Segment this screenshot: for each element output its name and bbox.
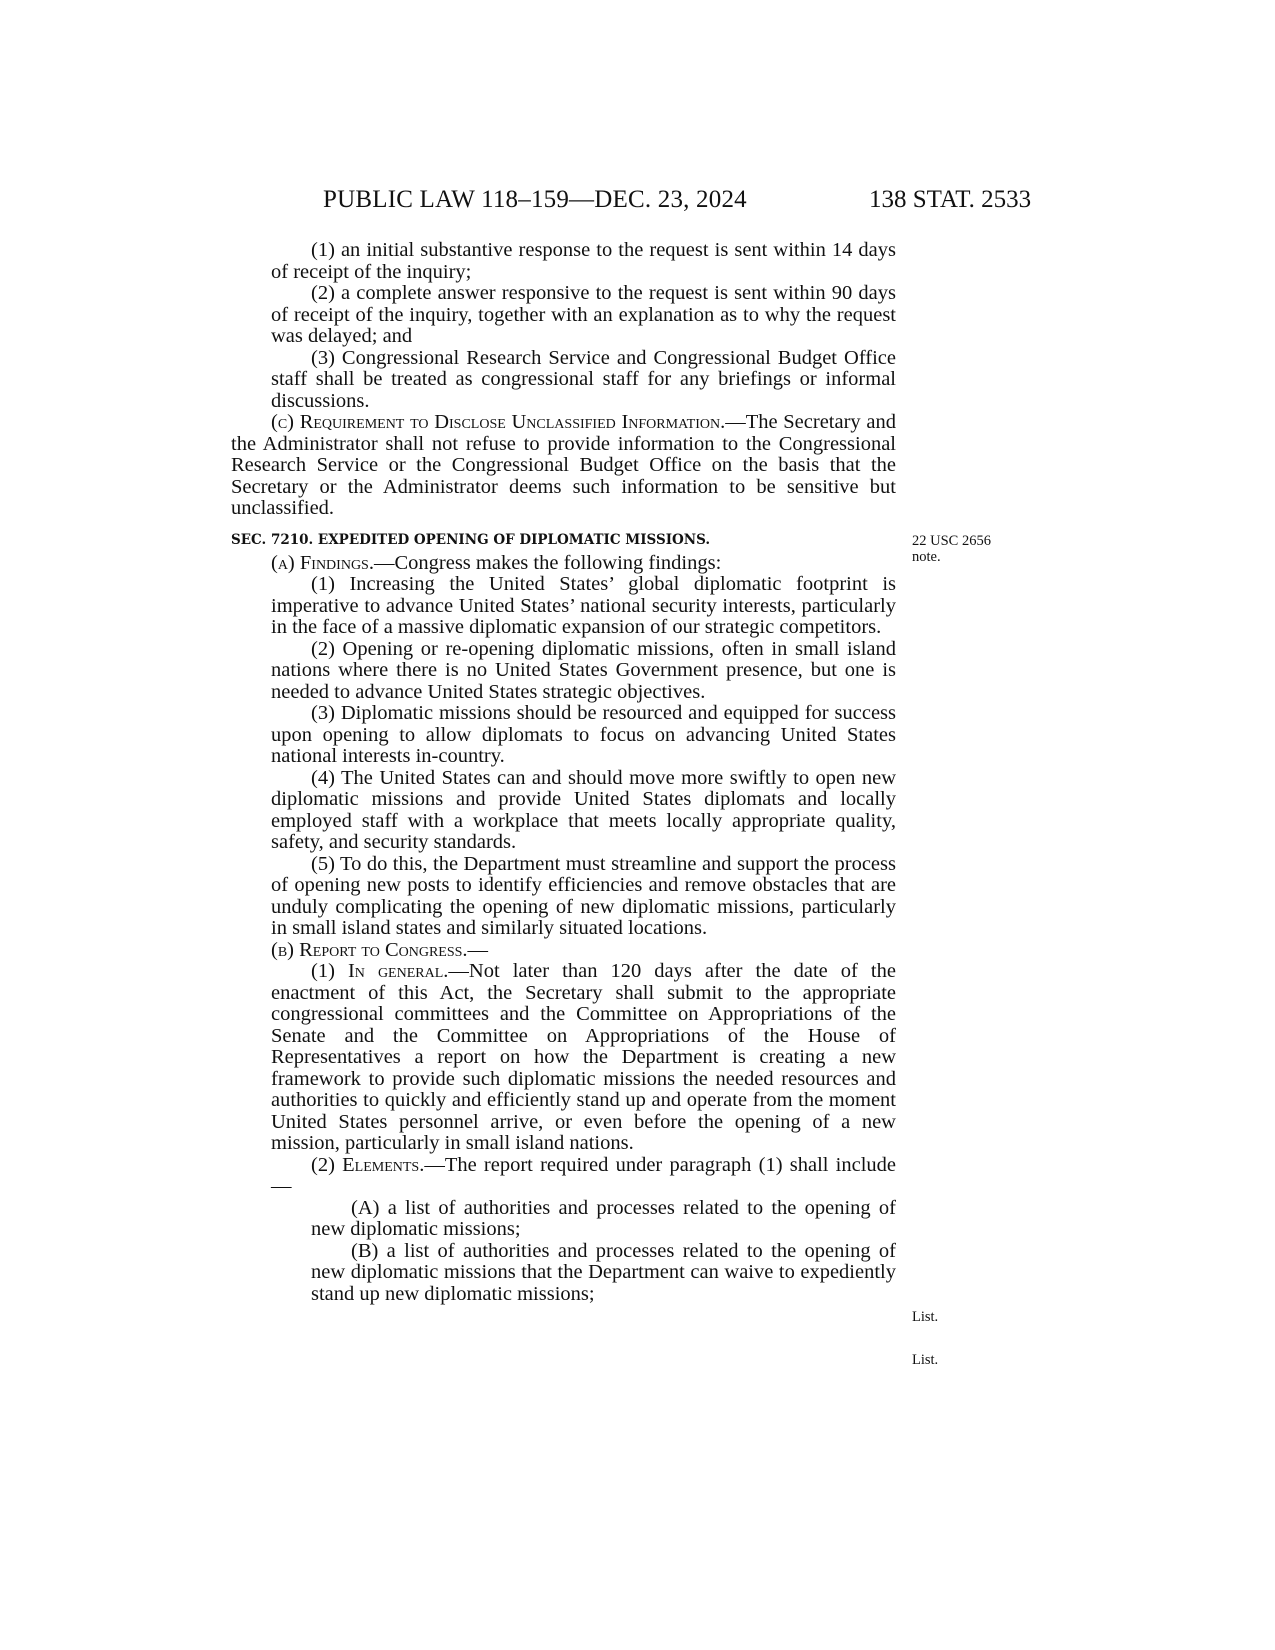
usc-note-line1: 22 USC 2656 xyxy=(912,533,991,549)
section-heading: SEC. 7210. EXPEDITED OPENING OF DIPLOMATIC MISSIONS. xyxy=(231,531,711,548)
subsection-a-heading: (a) Findings.— xyxy=(271,551,395,574)
paragraph-b3: (3) Congressional Research Service and Congressional Budget Office staff shall be treated as congressional staff for any briefings or informal discussions. xyxy=(271,346,896,412)
paragraph-b2: (2) a complete answer responsive to the request is sent within 90 days of receipt of the inquiry, together with an explanation as to why the request was delayed; and xyxy=(271,282,896,347)
running-header-title: PUBLIC LAW 118–159—DEC. 23, 2024 xyxy=(323,186,747,213)
paragraph-b1: (1) an initial substantive response to the request is sent within 14 days of receipt of the inquiry; xyxy=(271,239,896,283)
report-paragraph-1-text: Not later than 120 days after the date of the enactment of this Act, the Secretary shall submit to the appropriate congressional committees and the Committee on Appropriations of the Senate and the Committee on Appropriations of the House of Representatives a report on how the Department is creating a new framework to provide such diplomatic missions the needed resources and authorities to quickly and efficiently stand up and operate from the moment United States personnel arrive, or even before the opening of a new mission, particularly in small island nations. xyxy=(271,960,896,1154)
subsection-b-heading xyxy=(231,940,896,962)
report-paragraph-1 xyxy=(231,961,896,1155)
finding-2: (2) Opening or re-opening diplomatic missions, often in small island nations where there is no United States Government presence, but one is needed to advance United States strategic objectives. xyxy=(271,637,896,703)
page-number: 138 STAT. 2533 xyxy=(869,186,1032,213)
report-paragraph-1-heading: (1) In general.— xyxy=(311,960,469,982)
report-paragraph-2-text: The report required under paragraph (1) shall include— xyxy=(271,1153,897,1197)
usc-note-line2: note. xyxy=(912,549,941,565)
subsection-a-text: Congress makes the following findings: xyxy=(394,551,722,574)
finding-3: (3) Diplomatic missions should be resourced and equipped for success upon opening to allow diplomats to focus on advancing United States national interests in-country. xyxy=(271,702,896,767)
report-paragraph-2 xyxy=(231,1155,896,1198)
list-margin-note-a: List. xyxy=(912,1309,939,1325)
subsection-a xyxy=(231,553,896,575)
element-A: (A) a list of authorities and processes related to the opening of new diplomatic missions; xyxy=(311,1196,896,1240)
subsection-c-text: The Secretary and the Administrator shall not refuse to provide information to the Congressional Research Service or the Congressional Budget Office on the basis that the Secretary or the Administrator deems such information to be sensitive but unclassified. xyxy=(231,411,896,519)
subsection-b-heading-text: (b) Report to Congress.— xyxy=(271,938,489,961)
list-margin-note-b: List. xyxy=(912,1352,939,1368)
subsection-c-heading: (c) Requirement to Disclose Unclassified Information.— xyxy=(271,411,746,433)
finding-4: (4) The United States can and should move more swiftly to open new diplomatic missions and provide United States diplomats and locally employed staff with a workplace that meets locally appropriate quality, safety, and security standards. xyxy=(271,766,896,853)
subsection-c xyxy=(231,412,896,520)
element-B: (B) a list of authorities and processes related to the opening of new diplomatic missions that the Department can waive to expediently stand up new diplomatic missions; xyxy=(311,1239,896,1305)
usc-margin-note xyxy=(912,533,991,565)
finding-5: (5) To do this, the Department must streamline and support the process of opening new posts to identify efficiencies and remove obstacles that are unduly complicating the opening of new diplomatic missions, particularly in small island states and similarly situated locations. xyxy=(271,852,896,939)
statute-body xyxy=(231,240,896,1305)
report-paragraph-2-heading: (2) Elements.— xyxy=(311,1153,445,1176)
finding-1: (1) Increasing the United States’ global diplomatic footprint is imperative to advance United States’ national security interests, particularly in the face of a massive diplomatic expansion of our strategic competitors. xyxy=(271,573,896,638)
